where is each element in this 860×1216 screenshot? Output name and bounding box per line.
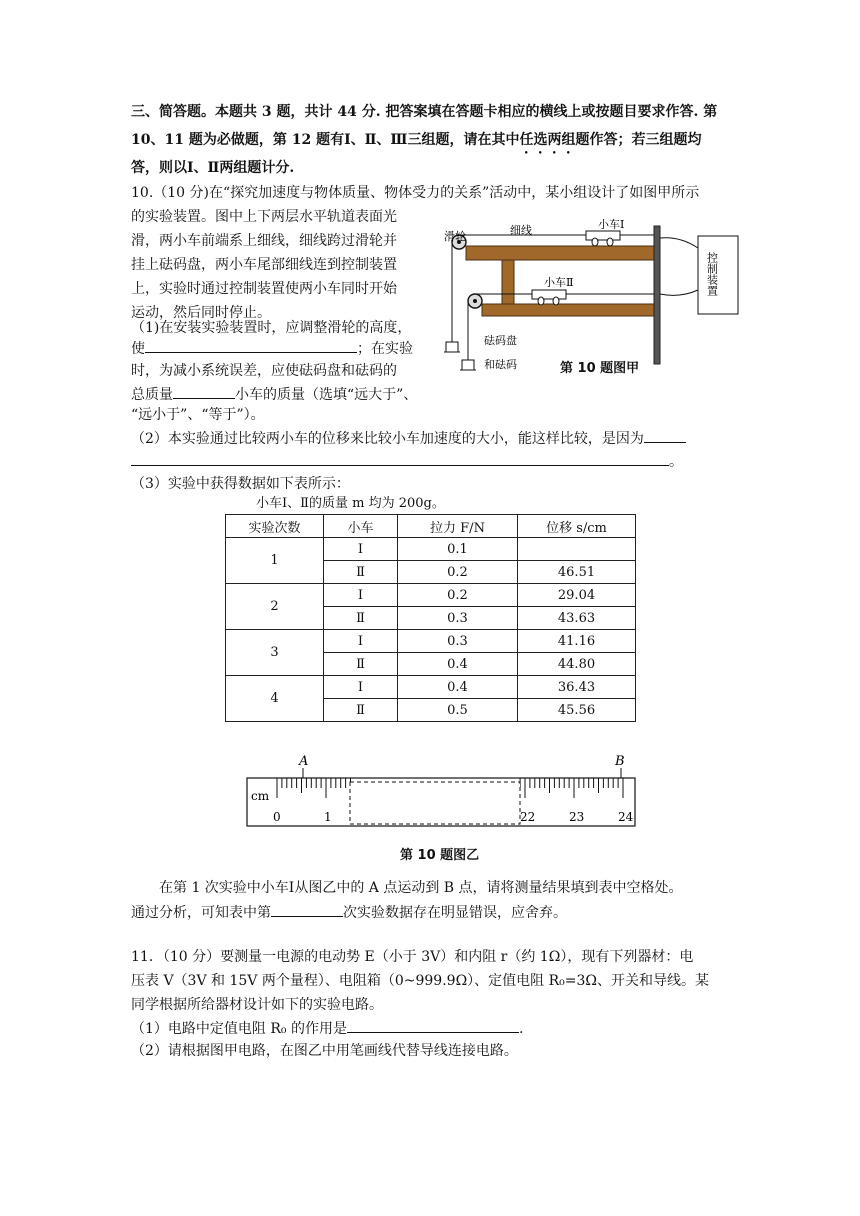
table-cell-car: Ⅰ bbox=[324, 584, 398, 607]
table-cell-force: 0.2 bbox=[398, 561, 518, 584]
table-cell-force: 0.4 bbox=[398, 676, 518, 699]
table-row bbox=[226, 630, 636, 653]
table-cell-car: Ⅱ bbox=[324, 561, 398, 584]
table-cell-displacement: 29.04 bbox=[518, 584, 636, 607]
q10-body-4: 上，实验时通过控制装置使两小车同时开始 bbox=[131, 281, 397, 297]
label-string: 细线 bbox=[510, 224, 532, 237]
q10-after-line2 bbox=[131, 902, 567, 923]
table-row bbox=[226, 584, 636, 607]
q10-answer-blank-3[interactable] bbox=[644, 428, 686, 443]
q10-part2-line1 bbox=[131, 428, 686, 449]
section-line2-a: 10、11 题为必做题，第 12 题有Ⅰ、Ⅱ、Ⅲ三组题，请在其中 bbox=[131, 132, 520, 148]
q10-line1: 10.（10 分)在“探究加速度与物体质量、物体受力的关系”活动中，某小组设计了如图甲所示 bbox=[131, 185, 700, 201]
table-header: 小车 bbox=[324, 515, 398, 538]
q10-body-5: 运动，然后同时停止。 bbox=[131, 305, 271, 321]
table-header: 位移 s/cm bbox=[518, 515, 636, 538]
ruler-tick-label: 24 bbox=[618, 810, 634, 824]
section-header-line3: 答，则以Ⅰ、Ⅱ两组题计分. bbox=[131, 160, 295, 176]
ruler-tick-label: 23 bbox=[569, 810, 585, 824]
table-cell-displacement-blank[interactable] bbox=[518, 538, 636, 561]
table-header: 拉力 F/N bbox=[398, 515, 518, 538]
q10-answer-blank-2[interactable] bbox=[173, 384, 235, 399]
ruler-tick-label: 0 bbox=[273, 810, 281, 824]
car-1-shape bbox=[586, 231, 620, 240]
q11-part1-end: . bbox=[518, 1021, 524, 1037]
q10-part1-line1: （1)在安装实验装置时，应调整滑轮的高度， bbox=[131, 320, 412, 336]
q10-after-prefix: 通过分析，可知表中第 bbox=[131, 905, 271, 921]
table-cell-trial: 1 bbox=[226, 538, 324, 584]
table-cell-displacement: 43.63 bbox=[518, 607, 636, 630]
q11-line1: 11．（10 分）要测量一电源的电动势 E（小于 3V）和内阻 r（约 1Ω），现有下列器材：电 bbox=[131, 949, 694, 965]
q11-answer-blank-1[interactable] bbox=[347, 1018, 519, 1033]
q11-part2: （2）请根据图甲电路，在图乙中用笔画线代替导线连接电路。 bbox=[131, 1043, 518, 1059]
table-header-row bbox=[226, 515, 636, 538]
q10-after-suffix: 次实验数据存在明显错误，应舍弃。 bbox=[343, 905, 567, 921]
q10-body-1: 的实验装置。图中上下两层水平轨道表面光 bbox=[131, 209, 397, 225]
table-cell-car: Ⅱ bbox=[324, 653, 398, 676]
q10-answer-blank-1[interactable] bbox=[145, 338, 357, 353]
q10-part1-line4-suffix: 小车的质量（选填“远大于”、 bbox=[235, 387, 418, 403]
table-row bbox=[226, 676, 636, 699]
q10-part1-line2 bbox=[131, 338, 413, 359]
label-weights: 和砝码 bbox=[484, 358, 517, 371]
ruler-tick-label: 1 bbox=[324, 810, 332, 824]
q10-part1-line3: 时，为减小系统误差，应使砝码盘和砝码的 bbox=[131, 363, 397, 379]
q10-answer-blank-4[interactable] bbox=[131, 451, 669, 466]
table-header: 实验次数 bbox=[226, 515, 324, 538]
table-caption: 小车Ⅰ、Ⅱ的质量 m 均为 200g。 bbox=[256, 496, 445, 511]
table-cell-force: 0.5 bbox=[398, 699, 518, 722]
q11-part1-text: （1）电路中定值电阻 R₀ 的作用是 bbox=[131, 1021, 347, 1037]
section-line2-b: 题作答；若三组题均 bbox=[575, 132, 702, 148]
q10-answer-blank-5[interactable] bbox=[271, 902, 343, 917]
table-cell-displacement: 45.56 bbox=[518, 699, 636, 722]
table-cell-force: 0.3 bbox=[398, 607, 518, 630]
section-line2-emphasis: 任选两组 bbox=[519, 132, 576, 148]
q10-part1-line4-prefix: 总质量 bbox=[131, 387, 173, 403]
weight-2-icon bbox=[462, 360, 474, 370]
q10-part1-suffix: ；在实验 bbox=[357, 341, 413, 357]
table-cell-force: 0.3 bbox=[398, 630, 518, 653]
table-cell-force: 0.2 bbox=[398, 584, 518, 607]
figure-yi-ruler bbox=[240, 750, 640, 830]
car-2-shape bbox=[532, 290, 566, 299]
q10-part1-prefix: 使 bbox=[131, 341, 145, 357]
point-b-label: B bbox=[615, 754, 625, 769]
point-a-label: A bbox=[299, 754, 309, 769]
weight-1-icon bbox=[446, 342, 458, 352]
figure-jia-caption: 第 10 题图甲 bbox=[560, 361, 640, 376]
table-cell-force: 0.4 bbox=[398, 653, 518, 676]
table-cell-trial: 2 bbox=[226, 584, 324, 630]
label-control-device: 控制装置 bbox=[705, 252, 719, 296]
q11-part1 bbox=[131, 1018, 523, 1039]
figure-yi-caption: 第 10 题图乙 bbox=[400, 848, 480, 863]
q10-part3: （3）实验中获得数据如下表所示： bbox=[131, 476, 350, 492]
q10-part2-line2 bbox=[131, 451, 683, 472]
table-cell-displacement: 36.43 bbox=[518, 676, 636, 699]
q11-line2: 压表 V（3V 和 15V 两个量程）、电阻箱（0~999.9Ω）、定值电阻 R₀=3Ω、开关和导线。某 bbox=[131, 973, 710, 989]
section-header-line2 bbox=[131, 130, 701, 157]
ruler-tick-label: 22 bbox=[520, 810, 536, 824]
table-cell-trial: 3 bbox=[226, 630, 324, 676]
table-cell-car: Ⅰ bbox=[324, 630, 398, 653]
table-cell-car: Ⅱ bbox=[324, 607, 398, 630]
table-cell-displacement: 44.80 bbox=[518, 653, 636, 676]
table-row bbox=[226, 538, 636, 561]
label-pulley: 滑轮 bbox=[444, 230, 466, 243]
q10-after-line1: 在第 1 次实验中小车Ⅰ从图乙中的 A 点运动到 B 点，请将测量结果填到表中空格处。 bbox=[159, 880, 683, 896]
ruler-unit: cm bbox=[251, 789, 270, 803]
q10-part2-end: 。 bbox=[669, 454, 683, 470]
q10-part1-line5: “远小于”、“等于”）。 bbox=[131, 407, 265, 423]
q10-body-2: 滑，两小车前端系上细线，细线跨过滑轮并 bbox=[131, 233, 397, 249]
table-cell-car: Ⅰ bbox=[324, 676, 398, 699]
table-cell-car: Ⅱ bbox=[324, 699, 398, 722]
q10-body-3: 挂上砝码盘，两小车尾部细线连到控制装置 bbox=[131, 257, 397, 273]
data-table bbox=[225, 514, 636, 722]
q10-part2-text: （2）本实验通过比较两小车的位移来比较小车加速度的大小，能这样比较，是因为 bbox=[131, 431, 644, 447]
section-header-line1: 三、简答题。本题共 3 题，共计 44 分. 把答案填在答题卡相应的横线上或按题目要求作答. 第 bbox=[131, 104, 718, 120]
label-car-2: 小车Ⅱ bbox=[544, 276, 574, 289]
ruler-hidden-region bbox=[350, 782, 520, 824]
q11-line3: 同学根据所给器材设计如下的实验电路。 bbox=[131, 997, 383, 1013]
table-cell-displacement: 46.51 bbox=[518, 561, 636, 584]
label-car-1: 小车Ⅰ bbox=[598, 218, 625, 231]
q10-part1-line4 bbox=[131, 384, 417, 405]
table-cell-displacement: 41.16 bbox=[518, 630, 636, 653]
table-cell-trial: 4 bbox=[226, 676, 324, 722]
label-weight-pan: 砝码盘 bbox=[484, 334, 517, 347]
table-cell-car: Ⅰ bbox=[324, 538, 398, 561]
table-cell-force: 0.1 bbox=[398, 538, 518, 561]
